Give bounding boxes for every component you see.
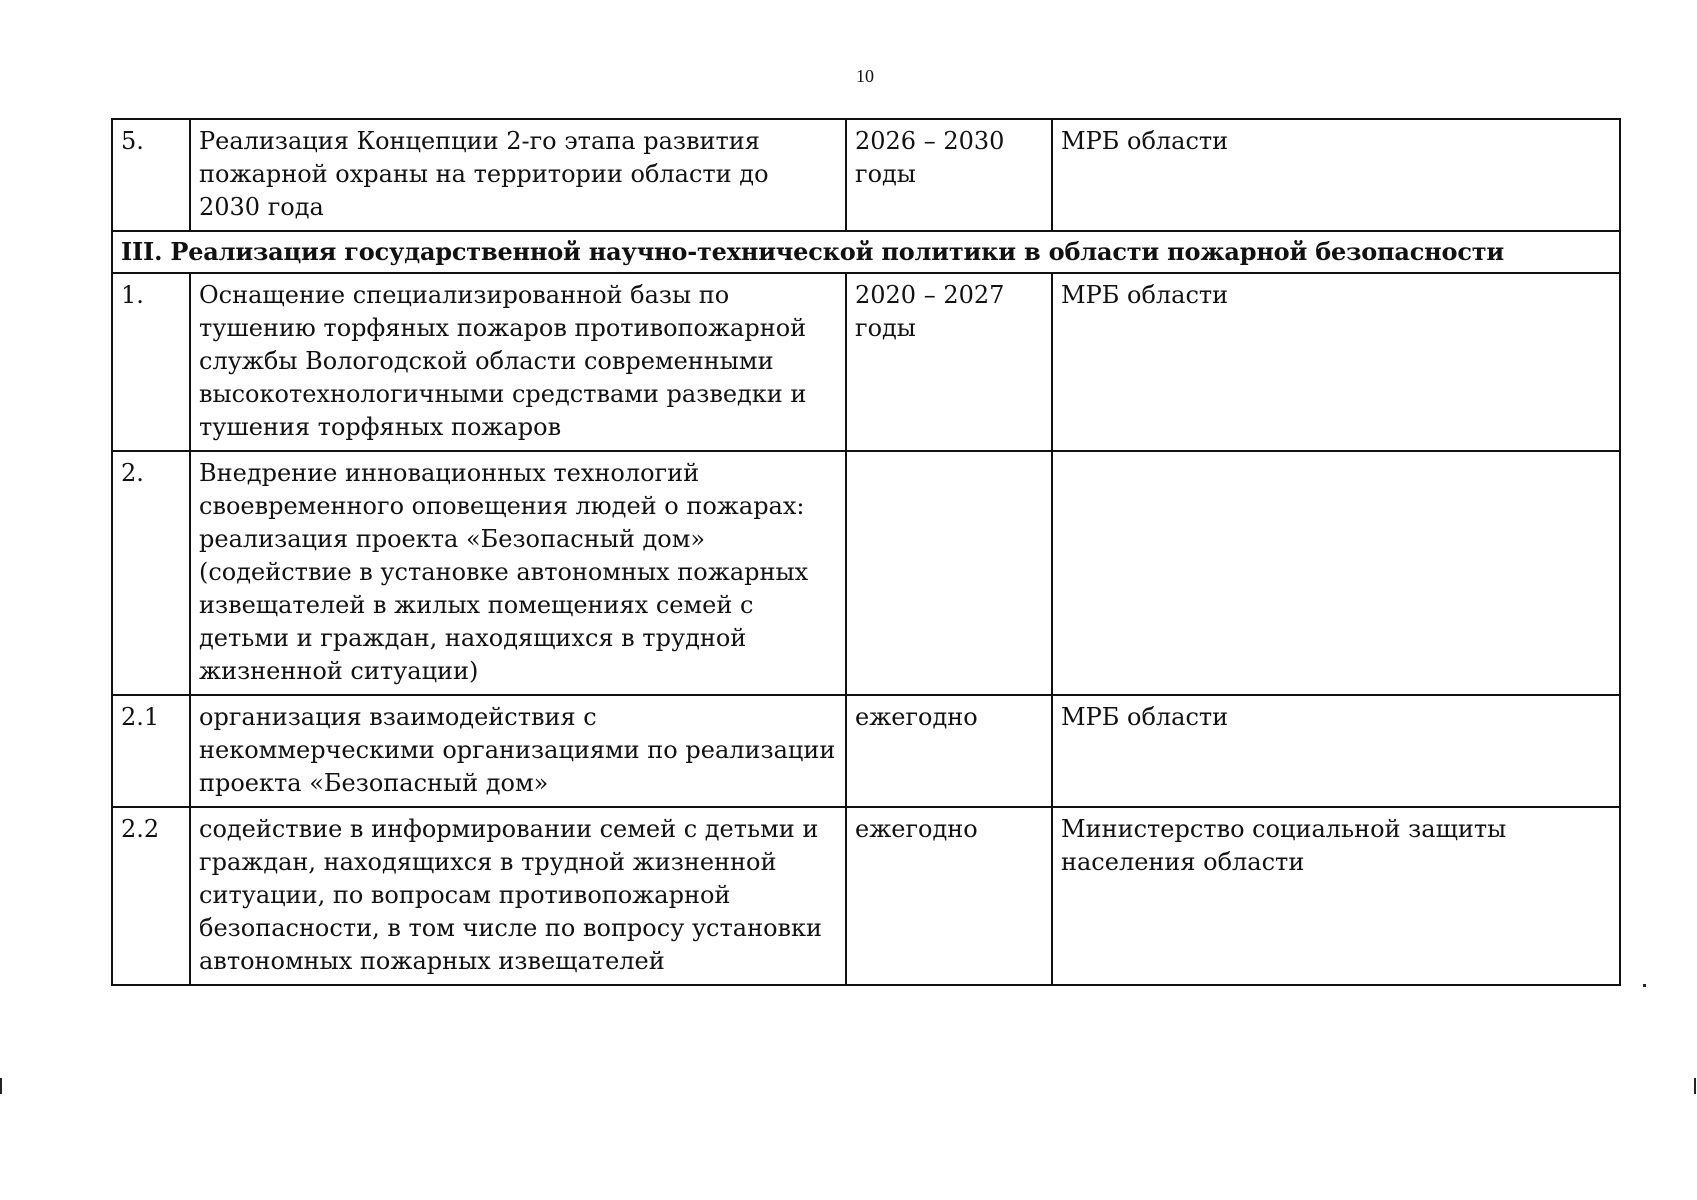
section-header-row	[112, 231, 1620, 273]
row-responsible	[1052, 451, 1620, 695]
table-row	[112, 807, 1620, 985]
scan-mark-left-edge	[0, 1078, 2, 1094]
row-number: 2.2	[112, 807, 190, 985]
table-row	[112, 695, 1620, 807]
row-term: ежегодно	[846, 695, 1052, 807]
row-description: организация взаимодействия с некоммерческими организациями по реализации проекта «Безопасный дом»	[190, 695, 846, 807]
scan-mark-dot	[1643, 984, 1646, 987]
row-term	[846, 451, 1052, 695]
row-term: 2020 – 2027 годы	[846, 273, 1052, 451]
row-description: Внедрение инновационных технологий своевременного оповещения людей о пожарах: реализация проекта «Безопасный дом» (содействие в установке автономных пожарных извещателей в жилых помещениях семей с детьми и граждан, находящихся в трудной жизненной ситуации)	[190, 451, 846, 695]
table-row	[112, 451, 1620, 695]
table-row	[112, 273, 1620, 451]
row-description: содействие в информировании семей с детьми и граждан, находящихся в трудной жизненной ситуации, по вопросам противопожарной безопасности, в том числе по вопросу установки автономных пожарных извещателей	[190, 807, 846, 985]
row-responsible: МРБ области	[1052, 695, 1620, 807]
row-responsible: МРБ области	[1052, 273, 1620, 451]
section-title: III. Реализация государственной научно-технической политики в области пожарной безопасности	[112, 231, 1620, 273]
row-term: ежегодно	[846, 807, 1052, 985]
row-number: 1.	[112, 273, 190, 451]
scan-mark-right-edge	[1694, 1078, 1696, 1094]
row-responsible: МРБ области	[1052, 119, 1620, 231]
page-number: 10	[856, 66, 874, 86]
row-number: 5.	[112, 119, 190, 231]
row-description: Реализация Концепции 2-го этапа развития пожарной охраны на территории области до 2030 года	[190, 119, 846, 231]
table-row	[112, 119, 1620, 231]
row-responsible: Министерство социальной защиты населения области	[1052, 807, 1620, 985]
row-number: 2.1	[112, 695, 190, 807]
measures-table	[111, 118, 1621, 986]
row-number: 2.	[112, 451, 190, 695]
row-term: 2026 – 2030 годы	[846, 119, 1052, 231]
row-description: Оснащение специализированной базы по тушению торфяных пожаров противопожарной службы Вологодской области современными высокотехнологичными средствами разведки и тушения торфяных пожаров	[190, 273, 846, 451]
